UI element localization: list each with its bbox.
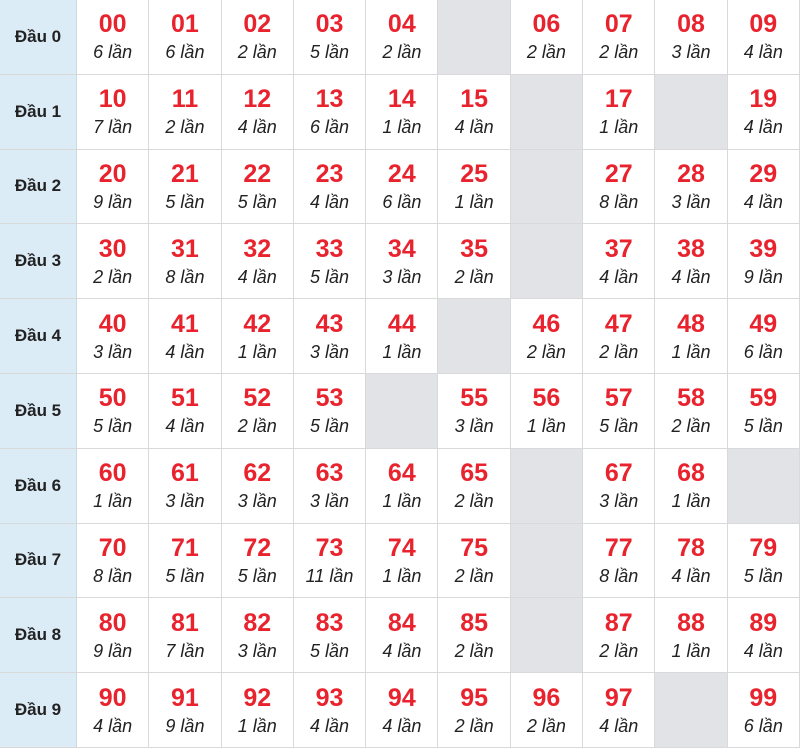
number-cell <box>728 224 800 299</box>
number-cell <box>222 224 294 299</box>
lottery-number: 89 <box>749 608 778 637</box>
lottery-number: 04 <box>387 10 416 39</box>
number-cell <box>655 299 727 374</box>
lottery-number: 37 <box>604 234 633 263</box>
number-cell <box>222 75 294 150</box>
occurrence-count: 4 lần <box>165 341 205 362</box>
number-cell <box>583 0 655 75</box>
number-cell <box>77 449 149 524</box>
lottery-number: 52 <box>243 384 272 413</box>
lottery-number: 75 <box>460 533 489 562</box>
occurrence-count: 3 lần <box>671 42 711 63</box>
occurrence-count: 2 lần <box>382 42 422 63</box>
empty-cell <box>511 75 583 150</box>
empty-cell <box>511 224 583 299</box>
number-cell <box>655 224 727 299</box>
number-cell <box>583 524 655 599</box>
lottery-number: 72 <box>243 533 272 562</box>
lottery-number: 13 <box>315 85 344 114</box>
occurrence-count: 3 lần <box>671 191 711 212</box>
lottery-number: 58 <box>677 384 705 413</box>
occurrence-count: 3 lần <box>93 341 133 362</box>
occurrence-count: 2 lần <box>454 565 494 586</box>
occurrence-count: 4 lần <box>671 565 711 586</box>
lottery-number: 92 <box>243 683 272 712</box>
lottery-number: 81 <box>171 608 199 637</box>
number-cell <box>294 374 366 449</box>
row-header: Đầu 4 <box>0 299 77 374</box>
number-cell <box>222 374 294 449</box>
number-cell <box>583 374 655 449</box>
lottery-number: 48 <box>677 309 705 338</box>
occurrence-count: 8 lần <box>93 565 133 586</box>
lottery-number: 30 <box>98 234 127 263</box>
occurrence-count: 4 lần <box>237 117 277 138</box>
occurrence-count: 8 lần <box>599 565 639 586</box>
number-cell <box>294 524 366 599</box>
number-cell <box>366 224 438 299</box>
occurrence-count: 6 lần <box>165 42 205 63</box>
occurrence-count: 3 lần <box>310 341 350 362</box>
empty-cell <box>438 0 510 75</box>
number-cell <box>222 449 294 524</box>
number-cell <box>655 0 727 75</box>
number-cell <box>149 449 221 524</box>
occurrence-count: 9 lần <box>93 640 133 661</box>
lottery-number: 01 <box>171 10 199 39</box>
number-cell <box>149 224 221 299</box>
occurrence-count: 3 lần <box>599 491 639 512</box>
lottery-number: 41 <box>171 309 199 338</box>
occurrence-count: 4 lần <box>743 117 783 138</box>
occurrence-count: 5 lần <box>93 416 133 437</box>
lottery-number: 57 <box>604 384 633 413</box>
number-cell <box>77 150 149 225</box>
number-cell <box>222 299 294 374</box>
lottery-number: 40 <box>98 309 127 338</box>
lottery-number: 07 <box>604 10 633 39</box>
occurrence-count: 6 lần <box>93 42 133 63</box>
occurrence-count: 2 lần <box>599 640 639 661</box>
occurrence-count: 6 lần <box>743 715 783 736</box>
occurrence-count: 4 lần <box>237 266 277 287</box>
lottery-number: 39 <box>749 234 778 263</box>
number-cell <box>438 224 510 299</box>
lottery-number: 78 <box>677 533 705 562</box>
occurrence-count: 4 lần <box>454 117 494 138</box>
lottery-number: 35 <box>460 234 489 263</box>
number-cell <box>366 449 438 524</box>
lottery-number: 64 <box>387 459 416 488</box>
number-cell <box>149 524 221 599</box>
occurrence-count: 3 lần <box>382 266 422 287</box>
occurrence-count: 1 lần <box>382 565 422 586</box>
number-cell <box>511 299 583 374</box>
number-cell <box>438 524 510 599</box>
occurrence-count: 4 lần <box>165 416 205 437</box>
occurrence-count: 5 lần <box>743 565 783 586</box>
occurrence-count: 5 lần <box>237 565 277 586</box>
number-cell <box>149 299 221 374</box>
number-cell <box>294 598 366 673</box>
lottery-number: 44 <box>387 309 416 338</box>
lottery-number: 03 <box>315 10 344 39</box>
occurrence-count: 3 lần <box>310 491 350 512</box>
number-cell <box>149 150 221 225</box>
lottery-number: 15 <box>460 85 489 114</box>
row-header: Đầu 5 <box>0 374 77 449</box>
lottery-number: 27 <box>604 159 633 188</box>
row-header: Đầu 1 <box>0 75 77 150</box>
number-cell <box>294 224 366 299</box>
number-cell <box>149 374 221 449</box>
number-cell <box>728 524 800 599</box>
occurrence-count: 5 lần <box>237 191 277 212</box>
lottery-number: 33 <box>315 234 344 263</box>
number-cell <box>77 673 149 748</box>
number-cell <box>222 150 294 225</box>
lottery-number: 46 <box>532 309 561 338</box>
number-cell <box>583 150 655 225</box>
number-cell <box>728 150 800 225</box>
occurrence-count: 9 lần <box>93 191 133 212</box>
number-cell <box>366 299 438 374</box>
number-cell <box>583 224 655 299</box>
row-header: Đầu 0 <box>0 0 77 75</box>
empty-cell <box>655 673 727 748</box>
occurrence-count: 2 lần <box>165 117 205 138</box>
lottery-number: 09 <box>749 10 778 39</box>
empty-cell <box>511 449 583 524</box>
occurrence-count: 2 lần <box>454 715 494 736</box>
occurrence-count: 2 lần <box>671 416 711 437</box>
occurrence-count: 5 lần <box>310 266 350 287</box>
occurrence-count: 1 lần <box>454 191 494 212</box>
number-cell <box>77 299 149 374</box>
lottery-number: 97 <box>604 683 633 712</box>
number-cell <box>438 374 510 449</box>
occurrence-count: 5 lần <box>599 416 639 437</box>
occurrence-count: 2 lần <box>526 715 566 736</box>
occurrence-count: 4 lần <box>671 266 711 287</box>
lottery-number: 56 <box>532 384 561 413</box>
row-header: Đầu 2 <box>0 150 77 225</box>
lottery-number: 63 <box>315 459 344 488</box>
lottery-number: 79 <box>749 533 778 562</box>
occurrence-count: 5 lần <box>165 565 205 586</box>
lottery-number: 74 <box>387 533 416 562</box>
number-cell <box>655 150 727 225</box>
occurrence-count: 7 lần <box>165 640 205 661</box>
lottery-number: 88 <box>677 608 705 637</box>
occurrence-count: 2 lần <box>93 266 133 287</box>
lottery-number: 70 <box>98 533 127 562</box>
lottery-number: 94 <box>387 683 416 712</box>
occurrence-count: 4 lần <box>599 266 639 287</box>
number-cell <box>149 75 221 150</box>
occurrence-count: 2 lần <box>599 341 639 362</box>
lottery-number: 23 <box>315 159 344 188</box>
occurrence-count: 9 lần <box>743 266 783 287</box>
row-header: Đầu 8 <box>0 598 77 673</box>
number-cell <box>511 673 583 748</box>
row-header: Đầu 7 <box>0 524 77 599</box>
number-cell <box>438 673 510 748</box>
occurrence-count: 3 lần <box>237 640 277 661</box>
number-cell <box>222 673 294 748</box>
occurrence-count: 2 lần <box>526 42 566 63</box>
occurrence-count: 8 lần <box>599 191 639 212</box>
number-cell <box>438 449 510 524</box>
occurrence-count: 3 lần <box>237 491 277 512</box>
occurrence-count: 5 lần <box>165 191 205 212</box>
lottery-number: 22 <box>243 159 272 188</box>
lottery-number: 31 <box>171 234 199 263</box>
occurrence-count: 1 lần <box>382 491 422 512</box>
occurrence-count: 4 lần <box>382 640 422 661</box>
occurrence-count: 4 lần <box>93 715 133 736</box>
occurrence-count: 1 lần <box>526 416 566 437</box>
occurrence-count: 2 lần <box>237 42 277 63</box>
lottery-number: 21 <box>171 159 199 188</box>
occurrence-count: 4 lần <box>743 191 783 212</box>
number-cell <box>583 598 655 673</box>
empty-cell <box>366 374 438 449</box>
number-cell <box>77 598 149 673</box>
lottery-number: 83 <box>315 608 344 637</box>
lottery-number: 62 <box>243 459 272 488</box>
lottery-number: 68 <box>677 459 705 488</box>
occurrence-count: 3 lần <box>165 491 205 512</box>
number-cell <box>583 299 655 374</box>
lottery-number: 73 <box>315 533 344 562</box>
occurrence-count: 6 lần <box>382 191 422 212</box>
lottery-number: 84 <box>387 608 416 637</box>
number-cell <box>438 598 510 673</box>
occurrence-count: 4 lần <box>310 191 350 212</box>
occurrence-count: 2 lần <box>454 266 494 287</box>
lottery-number: 95 <box>460 683 489 712</box>
occurrence-count: 5 lần <box>743 416 783 437</box>
lottery-number: 55 <box>460 384 489 413</box>
lottery-number: 67 <box>604 459 633 488</box>
lottery-number: 14 <box>387 85 416 114</box>
occurrence-count: 7 lần <box>93 117 133 138</box>
occurrence-count: 1 lần <box>599 117 639 138</box>
occurrence-count: 1 lần <box>671 341 711 362</box>
number-cell <box>222 0 294 75</box>
occurrence-count: 8 lần <box>165 266 205 287</box>
lottery-number: 11 <box>171 85 199 114</box>
lottery-number: 80 <box>98 608 127 637</box>
lottery-number: 53 <box>315 384 344 413</box>
occurrence-count: 2 lần <box>454 491 494 512</box>
empty-cell <box>438 299 510 374</box>
number-cell <box>728 299 800 374</box>
row-header: Đầu 6 <box>0 449 77 524</box>
lottery-number: 02 <box>243 10 272 39</box>
lottery-number: 20 <box>98 159 127 188</box>
occurrence-count: 2 lần <box>237 416 277 437</box>
occurrence-count: 1 lần <box>382 117 422 138</box>
occurrence-count: 3 lần <box>454 416 494 437</box>
occurrence-count: 4 lần <box>382 715 422 736</box>
row-header: Đầu 3 <box>0 224 77 299</box>
number-cell <box>655 524 727 599</box>
number-cell <box>655 598 727 673</box>
number-cell <box>366 150 438 225</box>
lottery-number: 42 <box>243 309 272 338</box>
lottery-number: 59 <box>749 384 778 413</box>
number-cell <box>728 75 800 150</box>
number-cell <box>77 374 149 449</box>
lottery-number: 51 <box>171 384 199 413</box>
occurrence-count: 4 lần <box>743 640 783 661</box>
lottery-number: 43 <box>315 309 344 338</box>
occurrence-count: 6 lần <box>743 341 783 362</box>
empty-cell <box>728 449 800 524</box>
lottery-number: 06 <box>532 10 561 39</box>
number-cell <box>728 673 800 748</box>
occurrence-count: 4 lần <box>599 715 639 736</box>
row-header: Đầu 9 <box>0 673 77 748</box>
number-cell <box>222 524 294 599</box>
lottery-number: 19 <box>749 85 778 114</box>
occurrence-count: 5 lần <box>310 416 350 437</box>
lottery-number: 82 <box>243 608 272 637</box>
number-cell <box>583 75 655 150</box>
number-cell <box>511 0 583 75</box>
number-cell <box>149 0 221 75</box>
lottery-number: 77 <box>604 533 633 562</box>
lottery-number: 38 <box>677 234 705 263</box>
occurrence-count: 6 lần <box>310 117 350 138</box>
lottery-number: 47 <box>604 309 633 338</box>
lottery-number: 10 <box>98 85 127 114</box>
occurrence-count: 11 lần <box>305 565 354 586</box>
number-cell <box>294 75 366 150</box>
number-cell <box>294 299 366 374</box>
empty-cell <box>655 75 727 150</box>
lottery-number: 91 <box>171 683 199 712</box>
lottery-number: 17 <box>604 85 633 114</box>
lottery-number: 60 <box>98 459 127 488</box>
number-cell <box>366 598 438 673</box>
number-cell <box>511 374 583 449</box>
number-cell <box>438 75 510 150</box>
number-cell <box>366 673 438 748</box>
lottery-number: 28 <box>677 159 705 188</box>
occurrence-count: 4 lần <box>310 715 350 736</box>
lottery-number: 08 <box>677 10 705 39</box>
number-cell <box>77 75 149 150</box>
lottery-number: 49 <box>749 309 778 338</box>
number-cell <box>294 0 366 75</box>
occurrence-count: 1 lần <box>671 640 711 661</box>
occurrence-count: 1 lần <box>382 341 422 362</box>
lottery-number: 32 <box>243 234 272 263</box>
lottery-number: 29 <box>749 159 778 188</box>
occurrence-count: 1 lần <box>237 341 277 362</box>
lottery-number: 85 <box>460 608 489 637</box>
number-cell <box>294 673 366 748</box>
lottery-number: 12 <box>243 85 272 114</box>
number-cell <box>583 673 655 748</box>
number-cell <box>583 449 655 524</box>
occurrence-count: 2 lần <box>454 640 494 661</box>
number-cell <box>77 0 149 75</box>
number-cell <box>366 0 438 75</box>
lottery-number: 90 <box>98 683 127 712</box>
number-cell <box>149 673 221 748</box>
occurrence-count: 1 lần <box>237 715 277 736</box>
occurrence-count: 9 lần <box>165 715 205 736</box>
number-cell <box>222 598 294 673</box>
number-cell <box>728 374 800 449</box>
number-cell <box>149 598 221 673</box>
number-cell <box>438 150 510 225</box>
number-cell <box>77 524 149 599</box>
empty-cell <box>511 524 583 599</box>
number-cell <box>77 224 149 299</box>
occurrence-count: 5 lần <box>310 42 350 63</box>
lottery-number: 99 <box>749 683 778 712</box>
number-cell <box>366 75 438 150</box>
lottery-number: 61 <box>171 459 199 488</box>
empty-cell <box>511 598 583 673</box>
occurrence-count: 2 lần <box>526 341 566 362</box>
occurrence-count: 1 lần <box>93 491 133 512</box>
lottery-number: 87 <box>604 608 633 637</box>
lottery-number: 50 <box>98 384 127 413</box>
number-cell <box>294 150 366 225</box>
number-cell <box>655 374 727 449</box>
occurrence-count: 4 lần <box>743 42 783 63</box>
occurrence-count: 2 lần <box>599 42 639 63</box>
lottery-number: 65 <box>460 459 489 488</box>
number-cell <box>728 0 800 75</box>
lottery-number: 00 <box>98 10 127 39</box>
lottery-number: 34 <box>387 234 416 263</box>
lottery-number: 96 <box>532 683 561 712</box>
number-cell <box>294 449 366 524</box>
lottery-number: 24 <box>387 159 416 188</box>
occurrence-count: 5 lần <box>310 640 350 661</box>
lottery-number: 25 <box>460 159 489 188</box>
number-cell <box>366 524 438 599</box>
occurrence-count: 1 lần <box>671 491 711 512</box>
number-cell <box>655 449 727 524</box>
number-cell <box>728 598 800 673</box>
empty-cell <box>511 150 583 225</box>
lottery-number: 71 <box>171 533 199 562</box>
lottery-number: 93 <box>315 683 344 712</box>
